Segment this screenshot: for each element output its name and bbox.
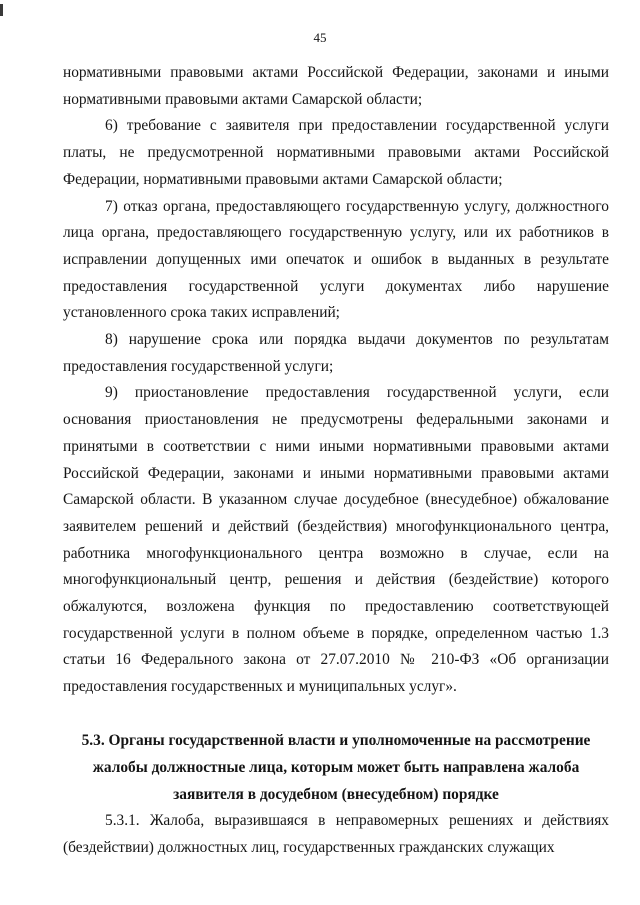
- paragraph-5-3-1: 5.3.1. Жалоба, выразившаяся в неправомерных решениях и действиях (бездействии) должностных лиц, государственных гражданских служащих: [63, 811, 609, 856]
- paragraph-item-9: 9) приостановление предоставления государственной услуги, если основания приостановления не предусмотрены федеральными законами и принятыми в соответствии с ними иными нормативными правовыми актами Российской Федерации, законами и иными нормативными правовыми актами Самарской области. В указанном случае досудебное (внесудебное) обжалование заявителем решений и действий (бездействия) многофункционального центра, работника многофункционального центра возможно в случае, если на многофункциональный центр, решения и действия (бездействие) которого обжалуются, возложена функция по предоставлению соответствующей государственной услуги в полном объеме в порядке, определенном частью 1.3 статьи 16 Федерального закона от 27.07.2010 № 210-ФЗ «Об организации предоставления государственных и муниципальных услуг».: [63, 384, 609, 696]
- paragraph-item-7: 7) отказ органа, предоставляющего государственную услугу, должностного лица органа, предоставляющего государственную услугу, или их работников в исправлении допущенных ими опечаток и ошибок в выданных в результате предоставления государственной услуги документах либо нарушение установленного срока таких исправлений;: [63, 197, 609, 322]
- paragraph-item-8: 8) нарушение срока или порядка выдачи документов по результатам предоставления государственной услуги;: [63, 331, 609, 375]
- scan-edge-mark: [0, 4, 3, 16]
- page-number: 45: [313, 30, 327, 45]
- document-body: [63, 60, 609, 861]
- section-heading: 5.3. Органы государственной власти и уполномоченные на рассмотрение жалобы должностные лица, которым может быть направлена жалоба заявителя в досудебном (внесудебном) порядке: [81, 731, 591, 803]
- paragraph-item-6: 6) требование с заявителя при предоставлении государственной услуги платы, не предусмотренной нормативными правовыми актами Российской Федерации, нормативными правовыми актами Самарской области;: [63, 117, 609, 188]
- paragraph-continuation: нормативными правовыми актами Российской Федерации, законами и иными нормативными правовыми актами Самарской области;: [63, 64, 609, 108]
